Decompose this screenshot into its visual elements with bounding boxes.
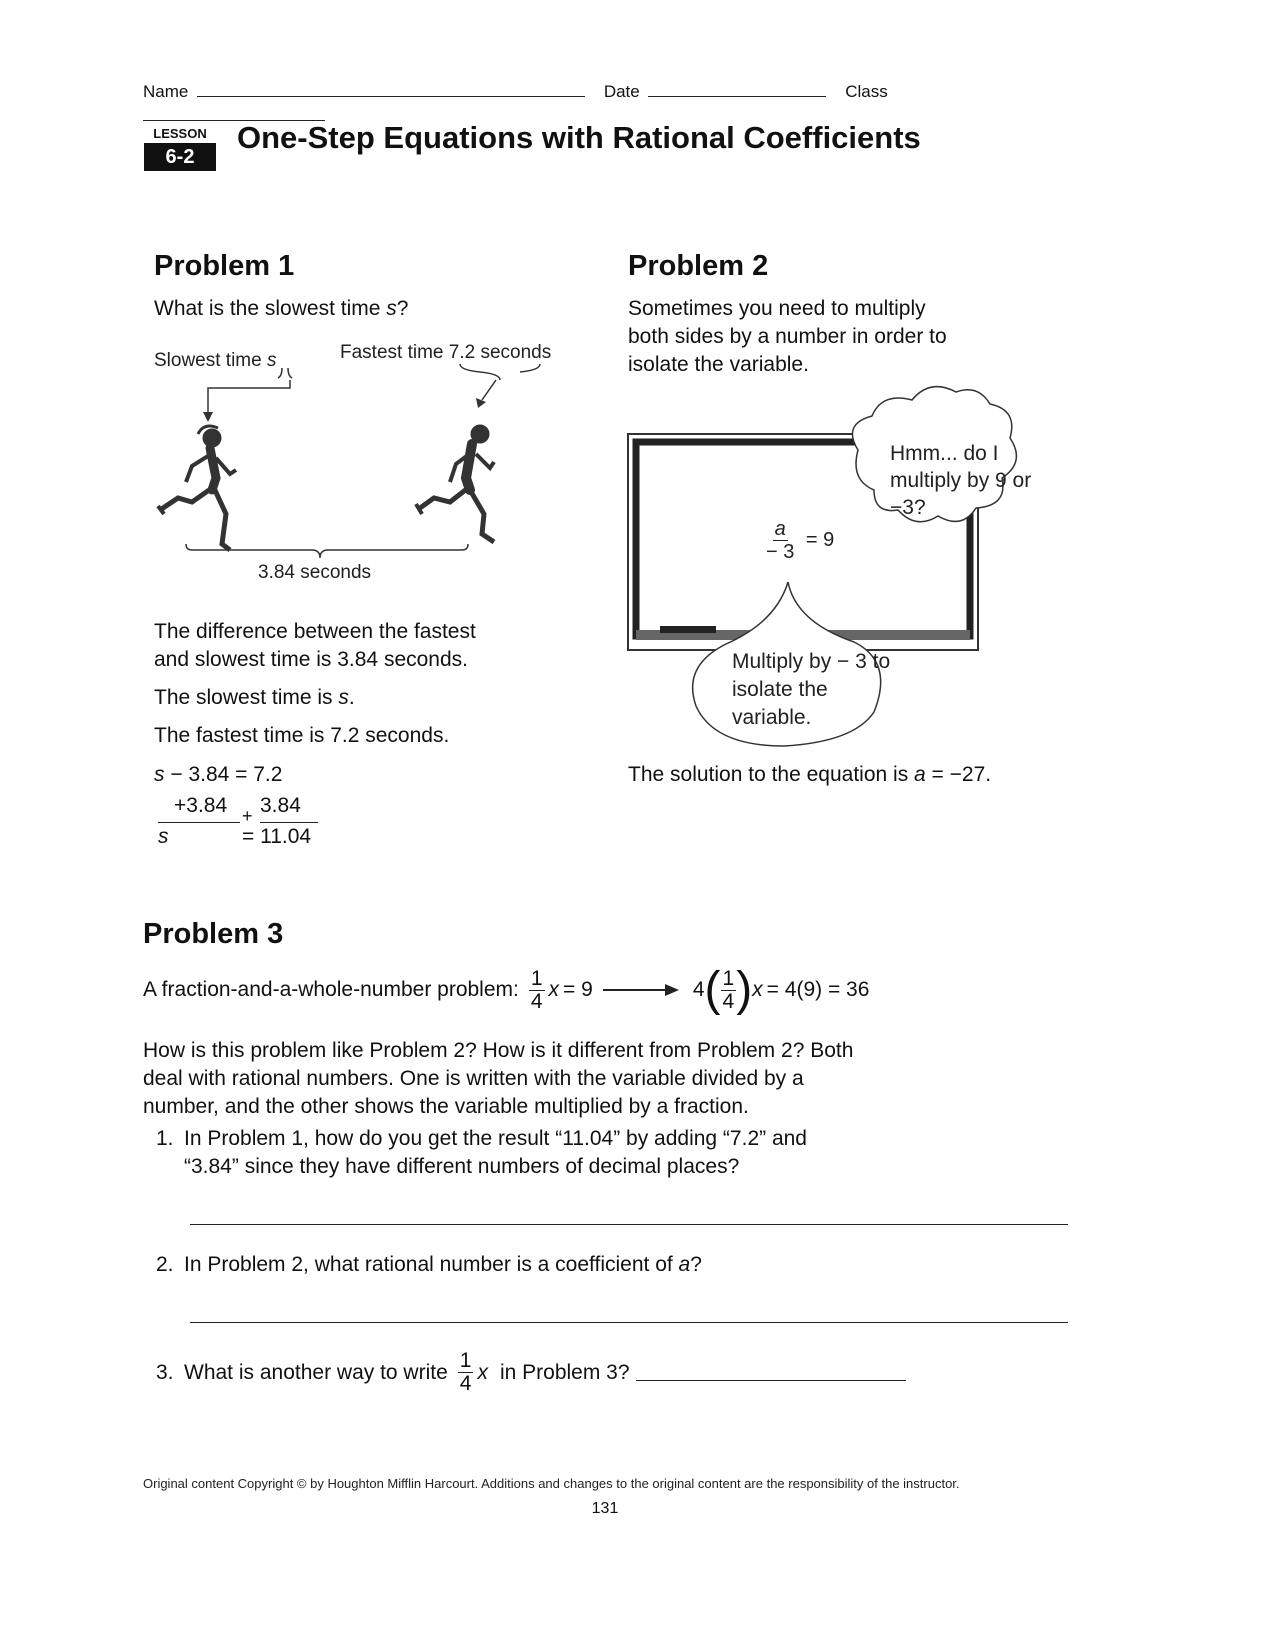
class-field[interactable] xyxy=(143,102,325,121)
lesson-number: 6-2 xyxy=(144,143,216,171)
question-3-number: 3. xyxy=(156,1360,174,1384)
page-title: One-Step Equations with Rational Coefficients xyxy=(237,120,921,155)
problem2-solution xyxy=(628,761,991,789)
question-3-fraction xyxy=(458,1350,474,1395)
question-3-den: 4 xyxy=(459,1372,472,1395)
header-line xyxy=(143,78,1068,126)
question-3-var: x xyxy=(477,1360,488,1384)
answer-line-2[interactable] xyxy=(190,1322,1068,1323)
lesson-label: LESSON xyxy=(153,126,207,141)
work-line-1 xyxy=(154,761,282,789)
answer-line-1[interactable] xyxy=(190,1224,1068,1225)
answer-line-3[interactable] xyxy=(636,1364,906,1381)
eq2-num: 1 xyxy=(722,966,735,990)
problem1-text-1: The difference between the fastest and slowest time is 3.84 seconds. xyxy=(154,620,476,671)
board-fraction xyxy=(764,518,796,563)
text2-post: . xyxy=(348,686,355,709)
work-line3-rest: = 11.04 xyxy=(242,825,312,848)
board-frac-num: a xyxy=(774,518,786,540)
slowest-label xyxy=(154,350,276,372)
page-number: 131 xyxy=(591,1500,619,1517)
problem1-heading: Problem 1 xyxy=(154,250,295,282)
eq1-fraction xyxy=(529,968,545,1013)
eq2-rest: = 4(9) = 36 xyxy=(766,978,870,1001)
eq2-den: 4 xyxy=(722,989,735,1013)
question-3-num: 1 xyxy=(459,1349,472,1372)
board-frac-den: − 3 xyxy=(766,541,795,563)
question-end: ? xyxy=(396,297,409,320)
name-field[interactable] xyxy=(197,78,585,97)
question-3-end: in Problem 3? xyxy=(499,1360,630,1384)
copyright: Original content Copyright © by Houghton Mifflin Harcourt. Additions and changes to the original content are the responsibility of the instructor. xyxy=(143,1476,960,1491)
work-rule-left xyxy=(158,822,240,823)
work-line3-var: s xyxy=(158,825,169,848)
work-var: s xyxy=(154,763,165,786)
text2-var: s xyxy=(338,686,349,709)
solution-var: a xyxy=(914,763,926,786)
class-label: Class xyxy=(845,82,888,101)
date-field[interactable] xyxy=(648,78,826,97)
question-2-number: 2. xyxy=(156,1253,174,1276)
problem3-paragraph: How is this problem like Problem 2? How is it different from Problem 2? Both deal with rational numbers. One is written with the variable divided by a number, and the other shows the variable multiplied by a fraction. xyxy=(143,1039,854,1118)
runner-slow-icon xyxy=(158,426,236,550)
problem2-heading: Problem 2 xyxy=(628,250,769,282)
question-text: What is the slowest time xyxy=(154,297,387,320)
problem3-heading: Problem 3 xyxy=(143,918,284,950)
eq1-rest: = 9 xyxy=(563,978,593,1001)
lesson-badge xyxy=(144,125,216,171)
text2-pre: The slowest time is xyxy=(154,686,339,709)
eq1-num: 1 xyxy=(530,966,543,990)
problem1-text-2 xyxy=(154,684,355,712)
solution-post: = −27. xyxy=(925,763,992,786)
question-2-text: In Problem 2, what rational number is a coefficient of xyxy=(184,1253,679,1276)
eq2-pre: 4 xyxy=(692,978,705,1001)
fastest-label: Fastest time 7.2 seconds xyxy=(340,342,552,363)
problem3-equation-line xyxy=(143,963,870,1016)
eq2-fraction xyxy=(721,968,737,1013)
question-2-var: a xyxy=(678,1253,691,1276)
thought-text: Hmm... do I multiply by 9 or −3? xyxy=(890,442,1032,519)
eq2-var: x xyxy=(752,978,763,1001)
problem3-intro: A fraction-and-a-whole-number problem: xyxy=(143,978,519,1001)
question-1-text: In Problem 1, how do you get the result “11.04” by adding “7.2” and “3.84” since they have different numbers of decimal places? xyxy=(184,1127,807,1178)
board-eq-rest: = 9 xyxy=(805,528,835,551)
date-label: Date xyxy=(603,82,640,101)
question-3-text: What is another way to write xyxy=(184,1360,448,1384)
problem1-question xyxy=(154,295,408,323)
eq1-var: x xyxy=(548,978,560,1001)
speech-text: Multiply by − 3 to isolate the variable. xyxy=(732,650,891,729)
question-var: s xyxy=(386,297,397,320)
question-1-number: 1. xyxy=(156,1127,174,1150)
eq2-paren-right: ) xyxy=(736,963,753,1016)
name-label: Name xyxy=(143,82,189,101)
runner-fast-icon xyxy=(416,425,494,542)
eq1-den: 4 xyxy=(530,989,543,1013)
question-2 xyxy=(156,1251,702,1279)
question-2-end: ? xyxy=(690,1253,702,1276)
work-line1-rest: − 3.84 = 7.2 xyxy=(170,763,283,786)
arrow-right-icon xyxy=(603,980,683,1000)
runners-illustration xyxy=(150,338,590,588)
difference-label: 3.84 seconds xyxy=(258,562,372,583)
solution-pre: The solution to the equation is xyxy=(628,763,915,786)
question-1 xyxy=(156,1125,846,1181)
chalkboard-figure xyxy=(620,380,1070,750)
problem2-text: Sometimes you need to multiply both sides by a number in order to isolate the variable. xyxy=(628,297,947,376)
work-line2-left: +3.84 xyxy=(174,794,228,817)
slowest-text: Slowest time xyxy=(154,350,262,371)
work-line2-right: 3.84 xyxy=(260,794,301,817)
runners-figure xyxy=(150,338,590,588)
slowest-var: s xyxy=(266,350,277,371)
problem1-text-3: The fastest time is 7.2 seconds. xyxy=(154,724,450,747)
work-line2-plus: + xyxy=(242,806,253,826)
eq2-paren-left: ( xyxy=(704,963,721,1016)
board-equation xyxy=(760,518,834,563)
question-3 xyxy=(156,1350,906,1395)
